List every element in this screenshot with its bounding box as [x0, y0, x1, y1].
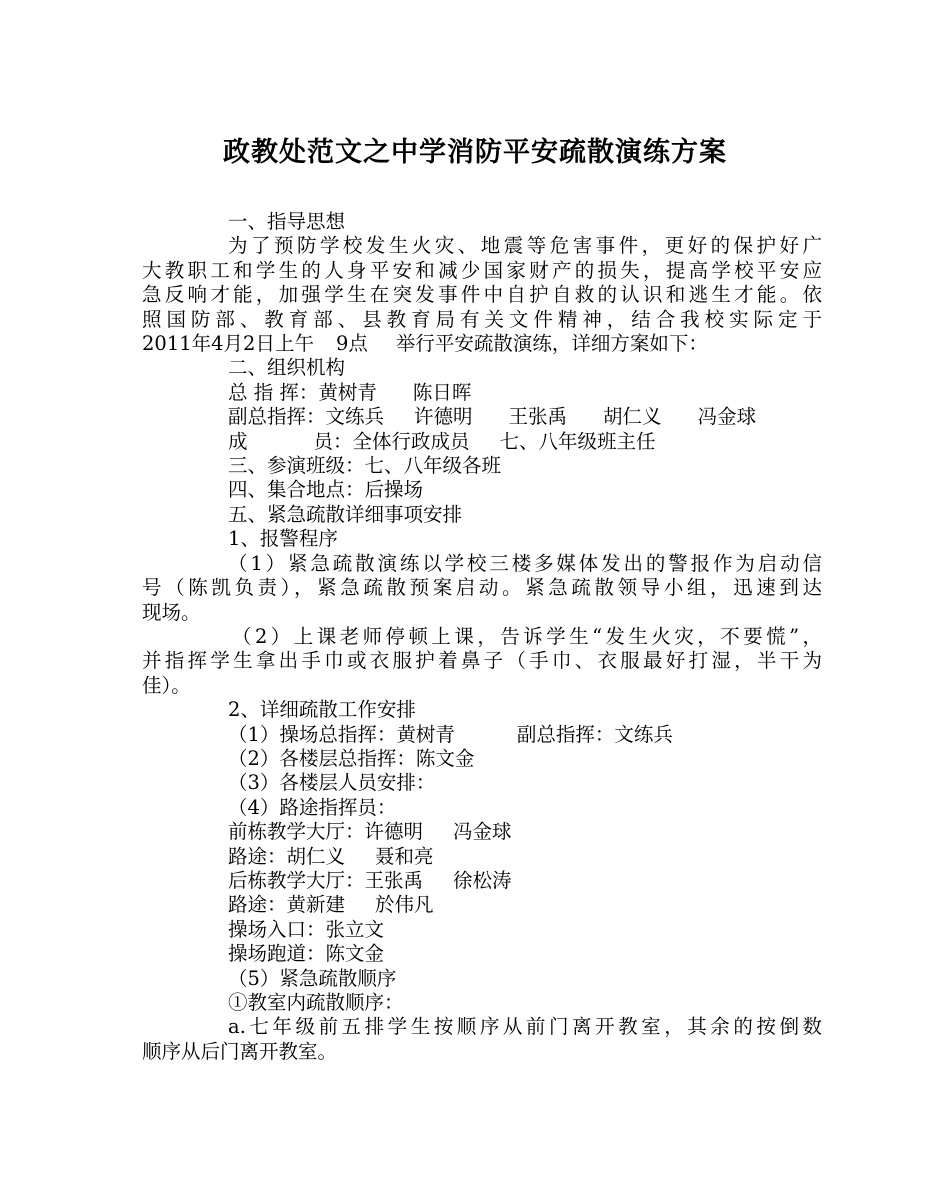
back-hall-row	[142, 869, 822, 893]
paragraph-guiding-ideology	[142, 234, 822, 356]
front-hall-name: 冯金球	[453, 820, 512, 844]
playground-entrance-row: 操场入口：张立文	[228, 917, 385, 941]
paragraph-line-date	[142, 332, 822, 356]
paragraph-line: 照国防部、教育部、县教育局有关文件精神，结合我校实际定于	[142, 307, 822, 331]
paragraph-line: 为了预防学校发生火灾、地震等危害事件，更好的保护好广	[228, 234, 822, 258]
floor-commander-row: （2）各楼层总指挥：陈文金	[228, 746, 475, 770]
evacuation-order-heading: （5）紧急疏散顺序	[228, 966, 397, 990]
paragraph-line: （2）上课老师停顿上课，告诉学生“发生火灾，不要慌”，	[232, 624, 822, 648]
playground-track-row: 操场跑道：陈文金	[228, 942, 385, 966]
drill-time: 9点	[335, 332, 368, 356]
paragraph-line: a.七年级前五排学生按顺序从前门离开教室，其余的按倒数	[228, 1015, 822, 1039]
field-commander-row	[142, 723, 822, 747]
deputy-name: 冯金球	[697, 405, 757, 429]
section-heading-assembly-point: 四、集合地点：后操场	[228, 478, 424, 502]
front-hall-row	[142, 820, 822, 844]
route-label: 路途：黄新建	[228, 893, 346, 917]
floor-staff-row: （3）各楼层人员安排：	[228, 771, 436, 795]
section-heading-guiding-ideology: 一、指导思想	[228, 210, 346, 233]
commander-name: 陈日晖	[412, 380, 472, 404]
document-body	[142, 210, 822, 1064]
route-label: 路途：胡仁义	[228, 844, 346, 868]
members-label-rest: 员：全体行政成员	[313, 429, 470, 453]
paragraph-line: 现场。	[142, 600, 201, 624]
route-name: 聂和亮	[375, 844, 434, 868]
field-commander: （1）操场总指挥：黄树青	[228, 722, 455, 746]
back-hall-label: 后栋教学大厅：王张禹	[228, 868, 424, 892]
paragraph-line: 佳）。	[142, 673, 191, 697]
paragraph-alarm-2	[142, 625, 822, 698]
drill-plan-intro: 举行平安疏散演练，详细方案如下：	[395, 332, 708, 356]
paragraph-line: 急反响才能，加强学生在突发事件中自护自救的认识和逃生才能。依	[142, 283, 822, 307]
deputy-name: 王张禹	[508, 405, 568, 429]
members-row	[142, 430, 822, 454]
paragraph-line: 并指挥学生拿出手巾或衣服护着鼻子（手巾、衣服最好打湿，半干为	[142, 649, 822, 673]
subsection-alarm-procedure: 1、报警程序	[228, 527, 338, 551]
section-heading-classes: 三、参演班级：七、八年级各班	[228, 454, 502, 478]
back-hall-name: 徐松涛	[453, 868, 512, 892]
route-row-1	[142, 845, 822, 869]
document-title: 政教处范文之中学消防平安疏散演练方案	[223, 137, 727, 168]
deputy-commander-row	[142, 405, 822, 429]
section-heading-evacuation: 五、紧急疏散详细事项安排	[228, 502, 463, 526]
drill-date: 2011年4月2日上午	[142, 332, 314, 356]
commander-row	[142, 381, 822, 405]
route-name: 於伟凡	[375, 893, 434, 917]
members-label-first: 成	[228, 429, 248, 453]
paragraph-classroom-order	[142, 1015, 822, 1064]
paragraph-line: 号（陈凯负责），紧急疏散预案启动。紧急疏散领导小组，迅速到达	[142, 576, 822, 600]
paragraph-line: 大教职工和学生的人身平安和减少国家财产的损失，提高学校平安应	[142, 258, 822, 282]
deputy-label: 副总指挥：文练兵	[228, 405, 385, 429]
deputy-name: 许德明	[414, 405, 473, 429]
section-heading-organization: 二、组织机构	[228, 356, 346, 380]
front-hall-label: 前栋教学大厅：许德明	[228, 820, 424, 844]
subsection-evacuation-arrangement: 2、详细疏散工作安排	[228, 698, 416, 722]
members-teachers: 七、八年级班主任	[499, 429, 656, 453]
deputy-name: 胡仁义	[603, 405, 662, 429]
route-row-2	[142, 893, 822, 917]
field-deputy: 副总指挥：文练兵	[516, 722, 673, 746]
paragraph-line: （1）紧急疏散演练以学校三楼多媒体发出的警报作为启动信	[228, 551, 822, 575]
route-commanders-row: （4）路途指挥员：	[228, 795, 397, 819]
paragraph-alarm-1	[142, 552, 822, 625]
classroom-order-heading: ①教室内疏散顺序：	[228, 991, 404, 1014]
commander-label: 总 指 挥：黄树青	[228, 380, 377, 404]
paragraph-line: 顺序从后门离开教室。	[142, 1039, 338, 1063]
